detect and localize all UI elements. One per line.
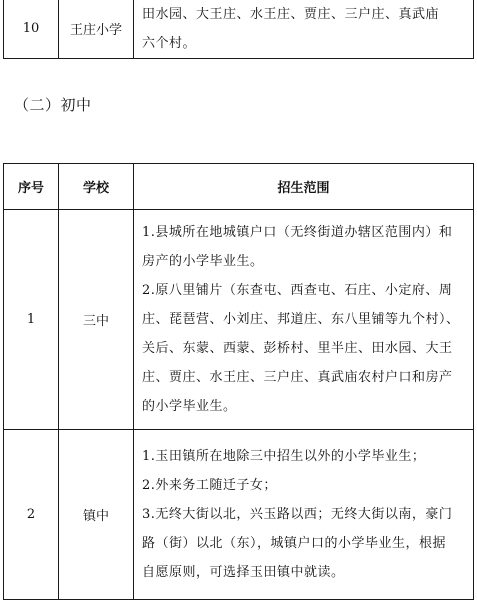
school-name: 镇中 bbox=[59, 430, 134, 600]
enrollment-scope bbox=[134, 210, 474, 430]
scope-line: 田水园、大王庄、水王庄、贾庄、三户庄、真武庙 bbox=[142, 6, 440, 22]
header-num: 序号 bbox=[4, 164, 59, 210]
row-number: 10 bbox=[4, 0, 59, 59]
school-name: 王庄小学 bbox=[59, 0, 134, 59]
scope-line: 1.玉田镇所在地除三中招生以外的小学毕业生； bbox=[142, 449, 426, 464]
scope-line: 关后、东蒙、西蒙、彭桥村、里半庄、田水园、大王 bbox=[142, 341, 453, 356]
table-header-row bbox=[4, 164, 474, 210]
scope-line: 3.无终大街以北，兴玉路以西；无终大街以南，豪门 bbox=[142, 507, 453, 522]
school-name: 三中 bbox=[59, 210, 134, 430]
scope-line: 的小学毕业生。 bbox=[142, 399, 237, 414]
row-number: 2 bbox=[4, 430, 59, 600]
enrollment-scope bbox=[134, 430, 474, 600]
scope-line: 自愿原则，可选择玉田镇中就读。 bbox=[142, 565, 345, 580]
scope-line: 六个村。 bbox=[142, 35, 197, 51]
enrollment-scope bbox=[134, 0, 474, 59]
scope-line: 房产的小学毕业生。 bbox=[142, 254, 264, 269]
header-school: 学校 bbox=[59, 164, 134, 210]
scope-line: 庄、琵琶营、小刘庄、邦道庄、东八里铺等九个村）、 bbox=[142, 312, 460, 327]
table-row bbox=[4, 210, 474, 430]
junior-high-table bbox=[3, 163, 474, 600]
primary-school-table bbox=[3, 0, 474, 59]
header-scope: 招生范围 bbox=[134, 164, 474, 210]
scope-line: 路（街）以北（东），城镇户口的小学毕业生，根据 bbox=[142, 536, 447, 551]
scope-line: 2.外来务工随迁子女； bbox=[142, 478, 277, 493]
table-row bbox=[4, 0, 474, 59]
scope-line: 庄、贾庄、水王庄、三户庄、真武庙农村户口和房产 bbox=[142, 370, 453, 385]
scope-line: 1.县城所在地城镇户口（无终街道办辖区范围内）和 bbox=[142, 225, 453, 240]
row-number: 1 bbox=[4, 210, 59, 430]
scope-line: 2.原八里铺片（东查屯、西查屯、石庄、小定府、周 bbox=[142, 283, 453, 298]
table-row bbox=[4, 430, 474, 600]
section-heading: （二）初中 bbox=[14, 96, 92, 114]
